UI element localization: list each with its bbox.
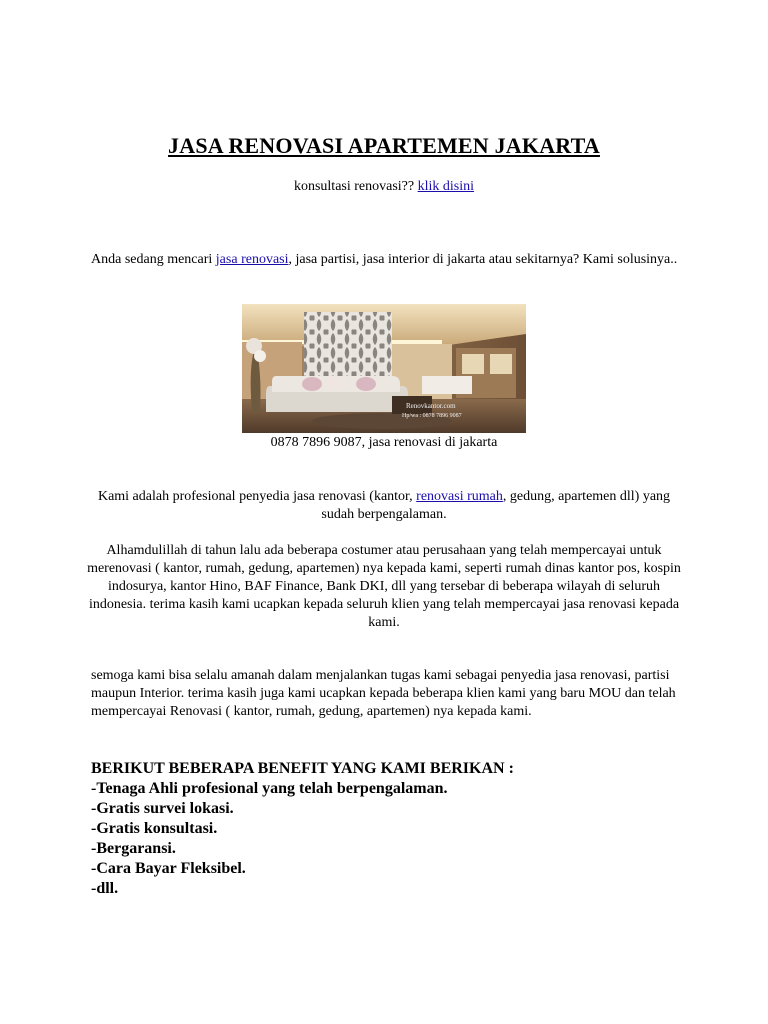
interior-photo: [242, 304, 526, 433]
clients-paragraph: Alhamdulillah di tahun lalu ada beberapa costumer atau perusahaan yang telah mempercayai untuk merenovasi ( kantor, rumah, gedung, apartemen) nya kepada kami, seperti rumah dinas kantor pos, kospin indosurya, kantor Hino, BAF Finance, Bank DKI, dll yang tersebar di beberapa wilayah di seluruh indonesia. terima kasih kami ucapkan kepada seluruh klien yang telah mempercayai jasa renovasi kepada kami.: [87, 543, 681, 630]
consult-text: konsultasi renovasi??: [293, 179, 418, 194]
intro-paragraph: [91, 251, 681, 269]
consult-line: [0, 179, 768, 195]
benefit-item: -Cara Bayar Fleksibel.: [91, 860, 246, 877]
closing-paragraph: semoga kami bisa selalu amanah dalam menjalankan tugas kami sebagai penyedia jasa renovasi, partisi maupun Interior. terima kasih juga kami ucapkan kepada beberapa klien kami yang baru MOU dan telah mempercayai Renovasi ( kantor, rumah, gedung, apartemen) nya kepada kami.: [91, 668, 676, 719]
intro-text-after: , jasa partisi, jasa interior di jakarta atau sekitarnya? Kami solusinya..: [288, 252, 678, 267]
about-text-after: , gedung, apartemen dll) yang sudah berpengalaman.: [321, 489, 671, 522]
benefit-item: -Gratis survei lokasi.: [91, 800, 234, 817]
about-paragraph: [84, 488, 684, 524]
jasa-renovasi-link[interactable]: jasa renovasi: [215, 252, 289, 267]
page-title: JASA RENOVASI APARTEMEN JAKARTA: [168, 133, 600, 158]
benefit-item: -dll.: [91, 880, 119, 897]
benefits-heading: BERIKUT BEBERAPA BENEFIT YANG KAMI BERIKAN :: [91, 760, 514, 777]
benefit-item: -Bergaransi.: [91, 840, 176, 857]
renovasi-rumah-link[interactable]: renovasi rumah: [416, 489, 503, 504]
benefit-item: -Tenaga Ahli profesional yang telah berpengalaman.: [91, 780, 448, 797]
intro-text-before: Anda sedang mencari: [91, 252, 216, 267]
klik-disini-link[interactable]: klik disini: [417, 179, 475, 194]
image-caption: 0878 7896 9087, jasa renovasi di jakarta: [270, 435, 498, 450]
benefits-section: [91, 759, 691, 899]
benefit-item: -Gratis konsultasi.: [91, 820, 218, 837]
watermark-line-1: Renovkantor.com: [406, 402, 456, 410]
watermark-line-2: Hp/wa : 0878 7896 9087: [402, 413, 462, 419]
about-text-before: Kami adalah profesional penyedia jasa renovasi (kantor,: [97, 489, 417, 504]
